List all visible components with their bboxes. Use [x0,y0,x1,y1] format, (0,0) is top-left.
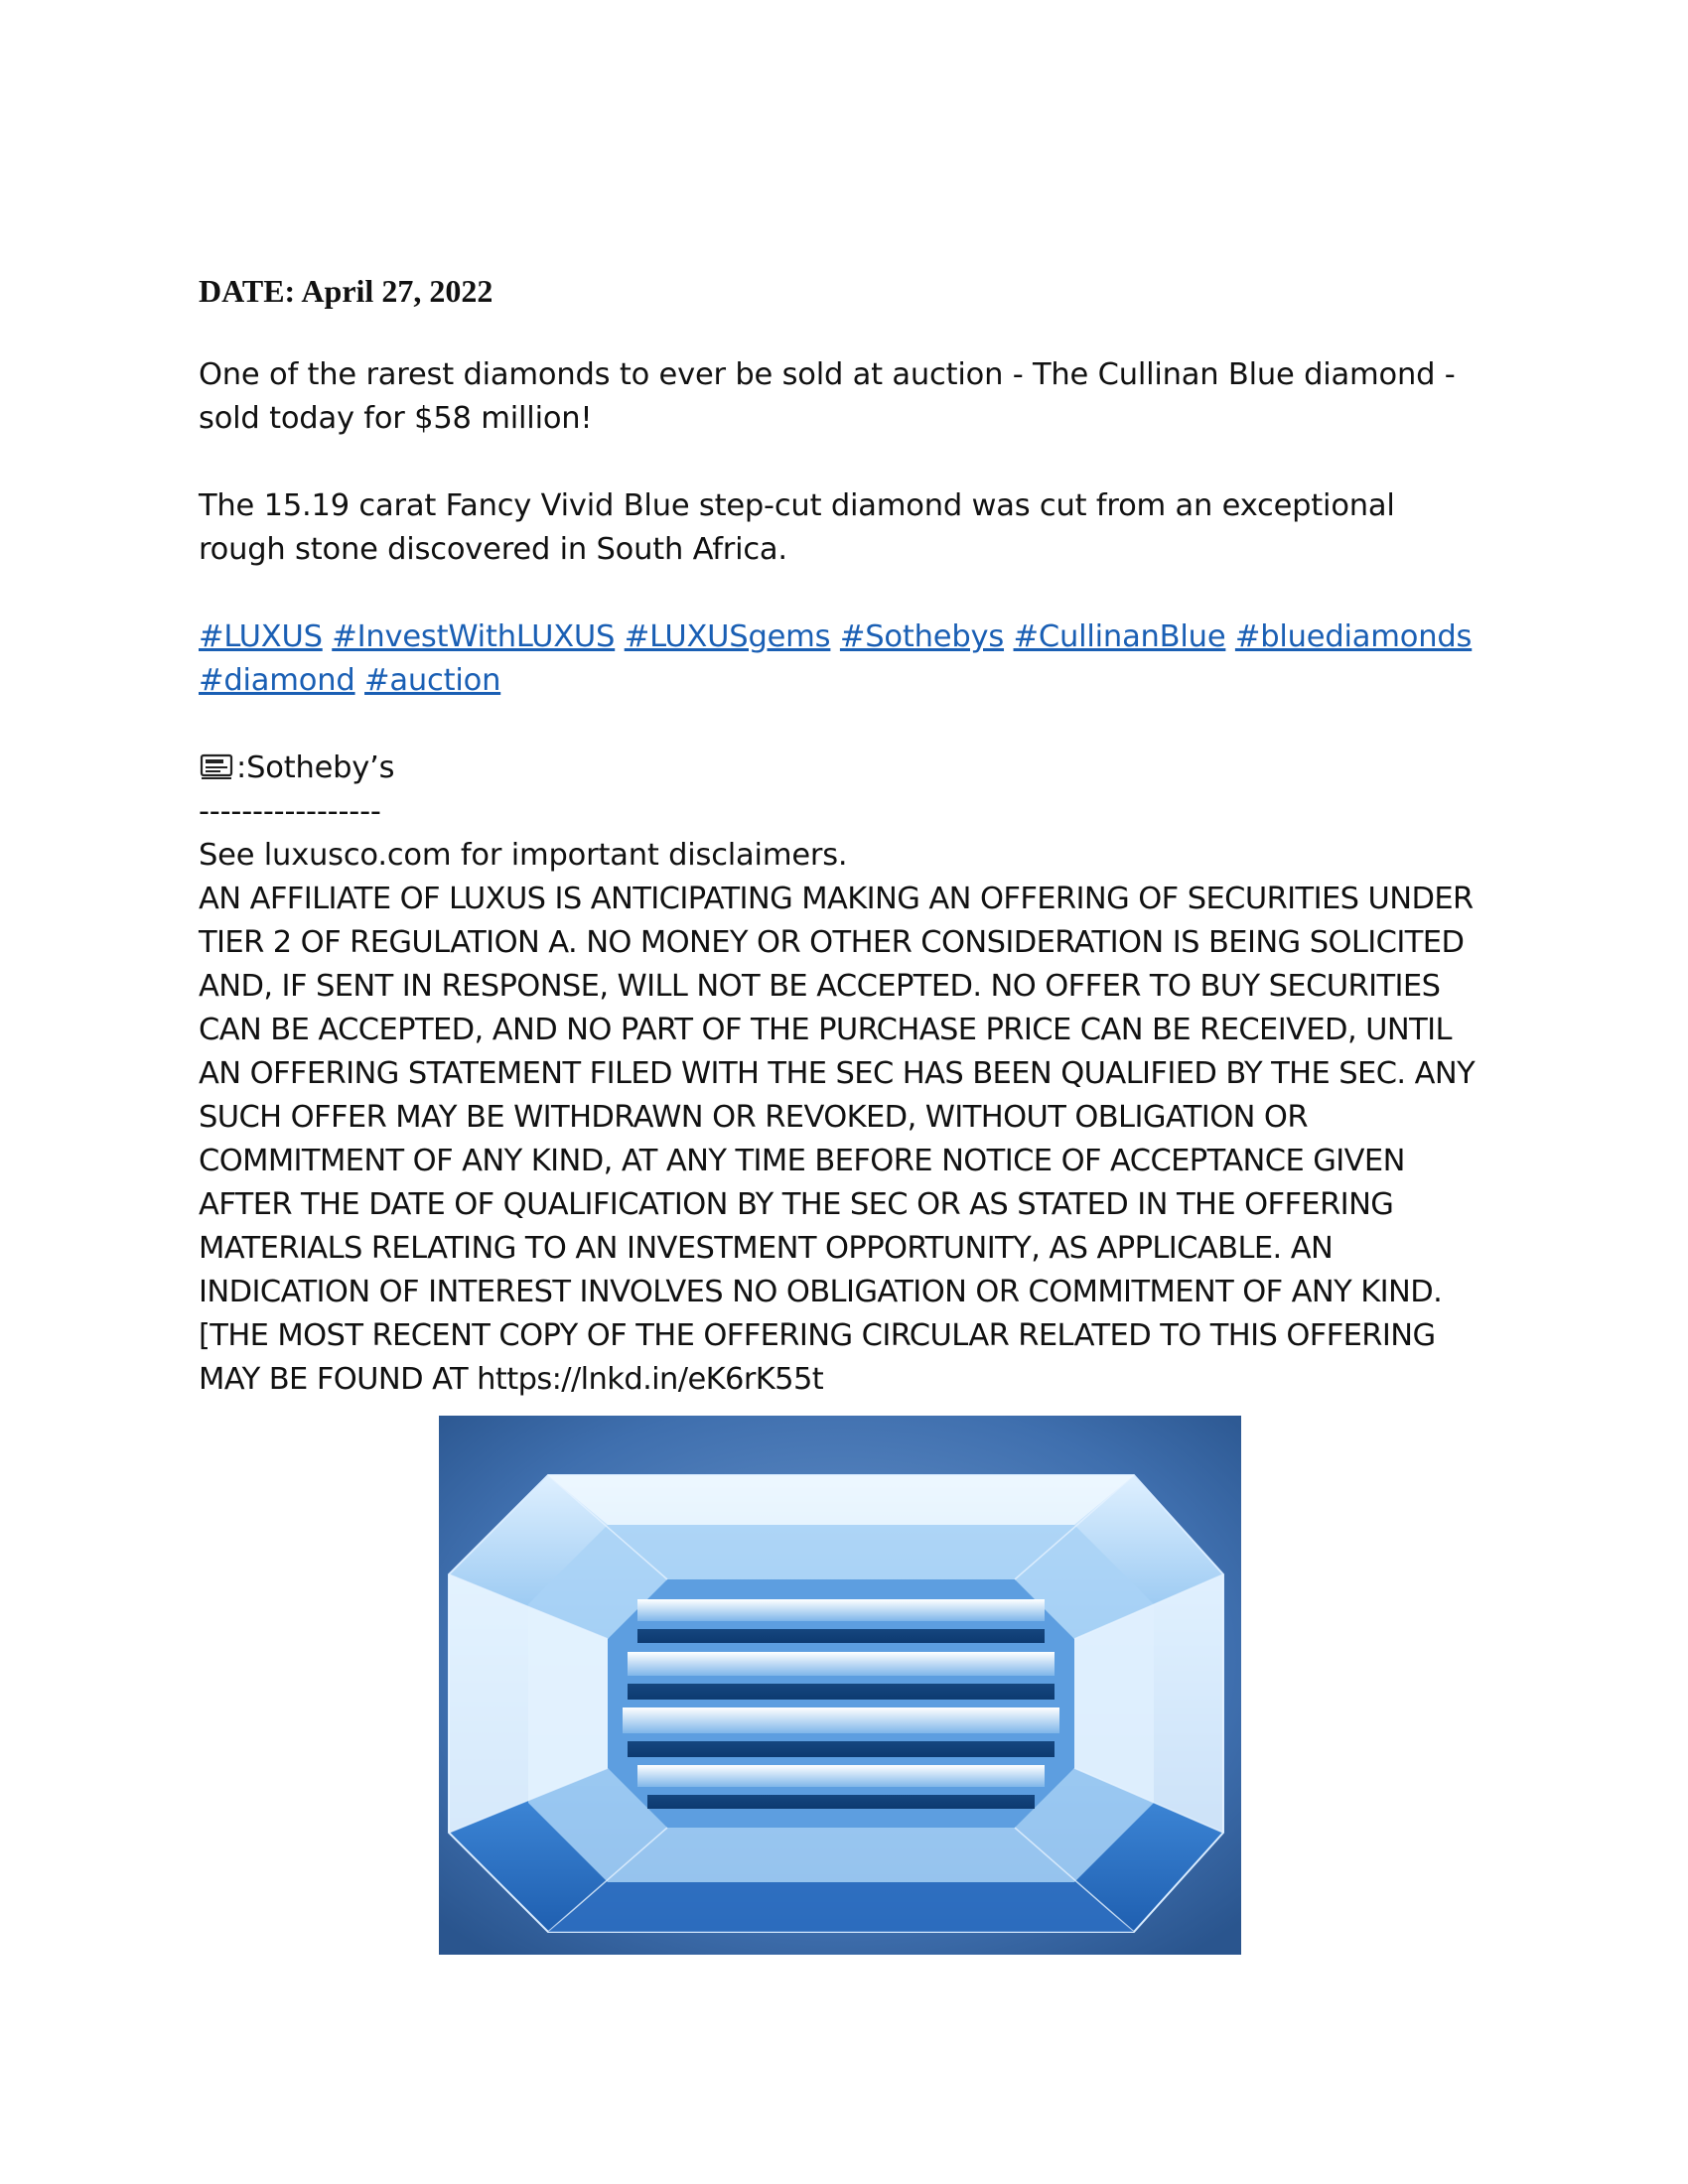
credit-block [199,747,1489,1402]
hashtag-link[interactable]: #LUXUSgems [624,619,831,654]
legal-disclaimer: AN AFFILIATE OF LUXUS IS ANTICIPATING MAKING AN OFFERING OF SECURITIES UNDER TIER 2 OF REGULATION A. NO MONEY OR OTHER CONSIDERATION IS BEING SOLICITED AND, IF SENT IN RESPONSE, WILL NOT BE ACCEPTED. NO OFFER TO BUY SECURITIES CAN BE ACCEPTED, AND NO PART OF THE PURCHASE PRICE CAN BE RECEIVED, UNTIL AN OFFERING STATEMENT FILED WITH THE SEC HAS BEEN QUALIFIED BY THE SEC. ANY SUCH OFFER MAY BE WITHDRAWN OR REVOKED, WITHOUT OBLIGATION OR COMMITMENT OF ANY KIND, AT ANY TIME BEFORE NOTICE OF ACCEPTANCE GIVEN AFTER THE DATE OF QUALIFICATION BY THE SEC OR AS STATED IN THE OFFERING MATERIALS RELATING TO AN INVESTMENT OPPORTUNITY, AS APPLICABLE. AN INDICATION OF INTEREST INVOLVES NO OBLIGATION OR COMMITMENT OF ANY KIND.[THE MOST RECENT COPY OF THE OFFERING CIRCULAR RELATED TO THIS OFFERING MAY BE FOUND AT https://lnkd.in/eK6rK55t [199,882,1476,1397]
disclaimer-pointer: See luxusco.com for important disclaimers. [199,838,848,873]
hashtag-link[interactable]: #diamond [199,663,355,698]
hashtag-link[interactable]: #Sothebys [839,619,1005,654]
description-paragraph: The 15.19 carat Fancy Vivid Blue step-cut diamond was cut from an exceptional rough stone discovered in South Africa. [199,488,1395,567]
hashtag-link[interactable]: #auction [364,663,501,698]
headline-paragraph: One of the rarest diamonds to ever be sold at auction - The Cullinan Blue diamond - sold today for $58 million! [199,357,1456,436]
credit-line [199,747,1489,790]
image-credit-icon [199,750,236,777]
date-heading: DATE: April 27, 2022 [199,273,493,309]
diamond-photo [439,1416,1241,1955]
hashtag-list [199,615,1489,703]
credit-text: :Sotheby’s [236,751,395,785]
hashtag-link[interactable]: #bluediamonds [1234,619,1473,654]
hashtag-link[interactable]: #LUXUS [199,619,323,654]
separator-line: ----------------- [199,794,381,829]
hashtag-link[interactable]: #InvestWithLUXUS [332,619,616,654]
hashtag-link[interactable]: #CullinanBlue [1013,619,1226,654]
